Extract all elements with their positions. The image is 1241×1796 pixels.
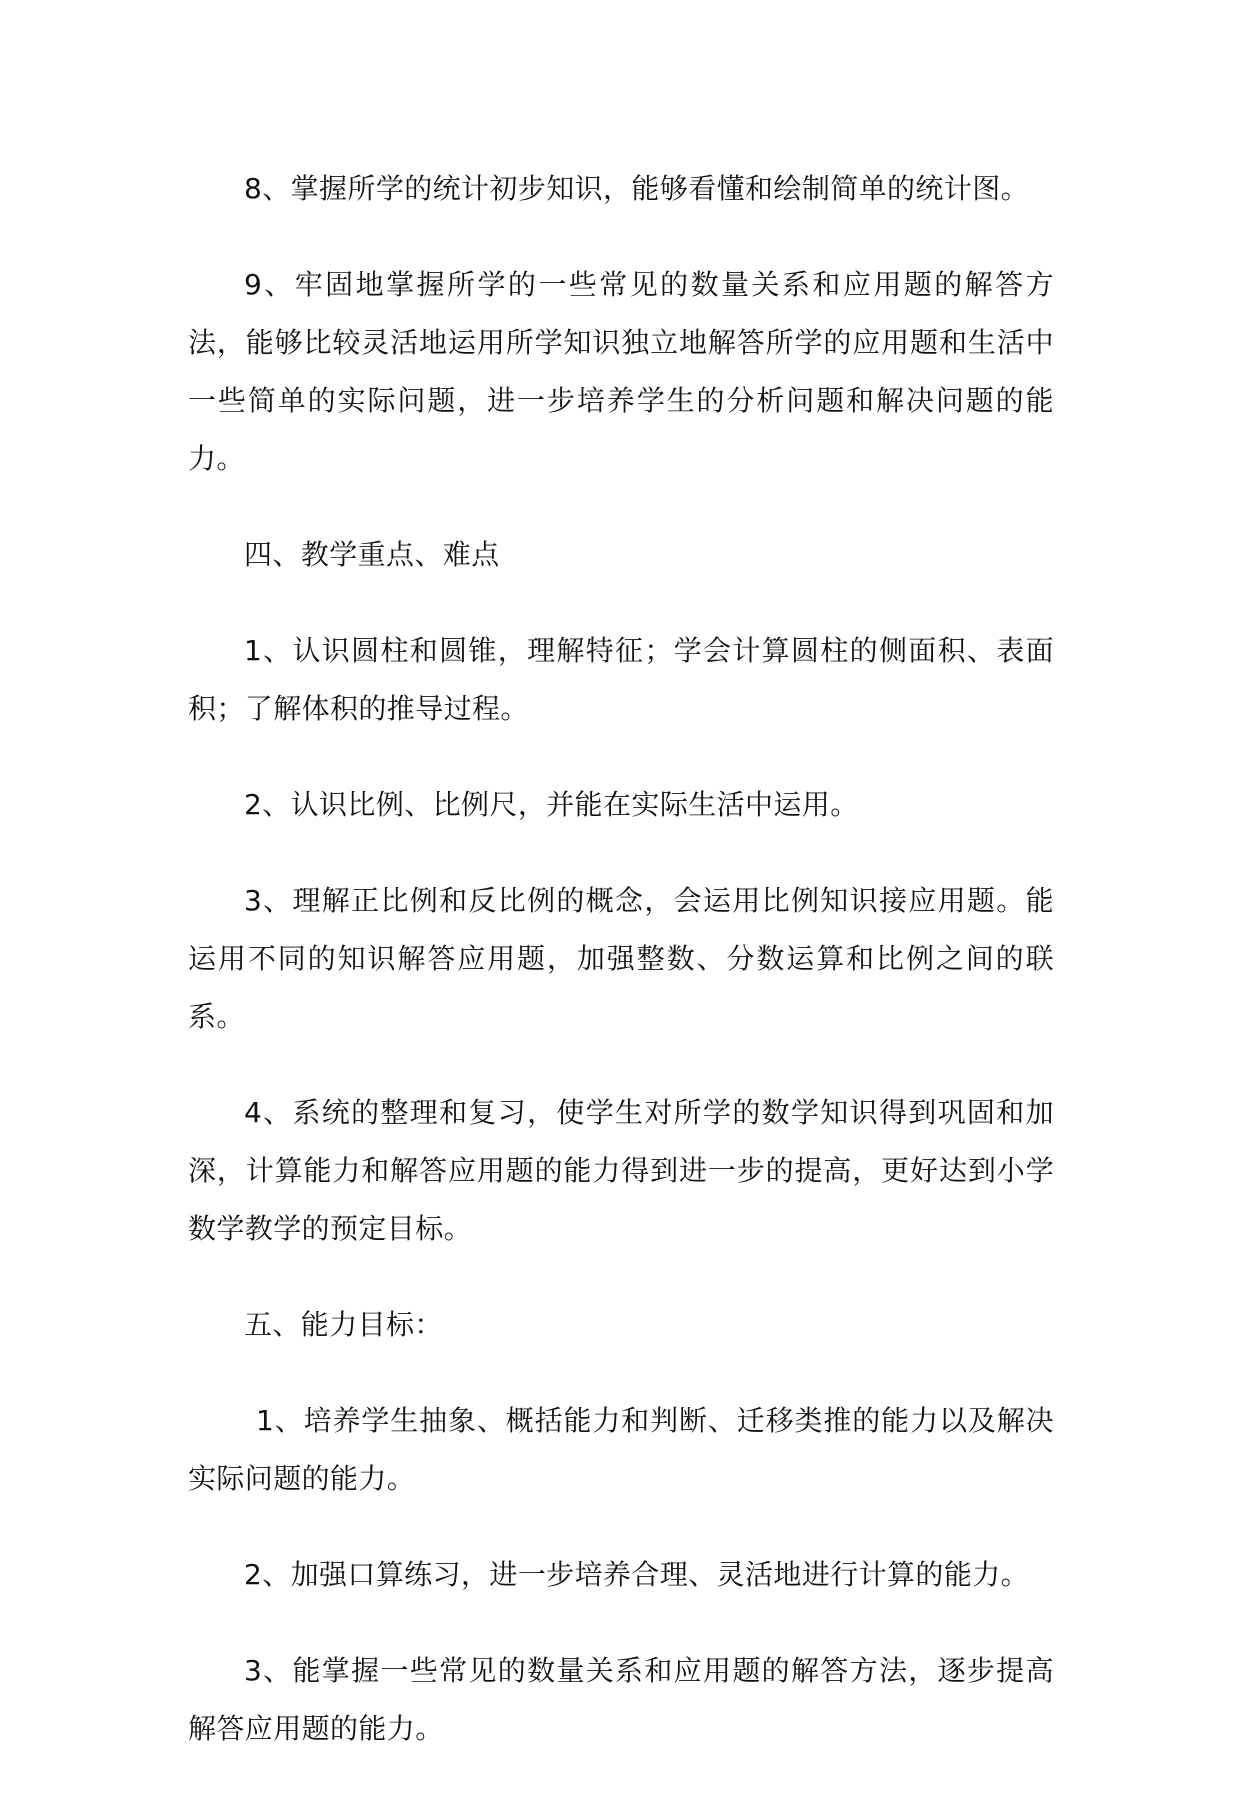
paragraph-key-point-1: 1、认识圆柱和圆锥，理解特征；学会计算圆柱的侧面积、表面积；了解体积的推导过程。: [188, 634, 1054, 725]
section-heading-ability-goals: 五、能力目标：: [244, 1308, 443, 1341]
document-body: [188, 160, 1054, 1796]
paragraph-item-9: 9、牢固地掌握所学的一些常见的数量关系和应用题的解答方法，能够比较灵活地运用所学知识独立地解答所学的应用题和生活中一些简单的实际问题，进一步培养学生的分析问题和解决问题的能力。: [188, 268, 1054, 475]
paragraph-ability-goal-3: 3、能掌握一些常见的数量关系和应用题的解答方法，逐步提高解答应用题的能力。: [188, 1654, 1054, 1745]
section-heading-key-points: 四、教学重点、难点: [244, 538, 500, 571]
paragraph-item-8: 8、掌握所学的统计初步知识，能够看懂和绘制简单的统计图。: [244, 172, 1030, 205]
paragraph-ability-goal-2: 2、加强口算练习，进一步培养合理、灵活地进行计算的能力。: [244, 1558, 1030, 1591]
paragraph-key-point-4: 4、系统的整理和复习，使学生对所学的数学知识得到巩固和加深，计算能力和解答应用题的能力得到进一步的提高，更好达到小学数学教学的预定目标。: [188, 1096, 1054, 1245]
paragraph-ability-goal-1: 1、培养学生抽象、概括能力和判断、迁移类推的能力以及解决实际问题的能力。: [188, 1404, 1054, 1495]
paragraph-key-point-2: 2、认识比例、比例尺，并能在实际生活中运用。: [244, 788, 859, 821]
paragraph-key-point-3: 3、理解正比例和反比例的概念，会运用比例知识接应用题。能运用不同的知识解答应用题，加强整数、分数运算和比例之间的联系。: [188, 884, 1054, 1033]
